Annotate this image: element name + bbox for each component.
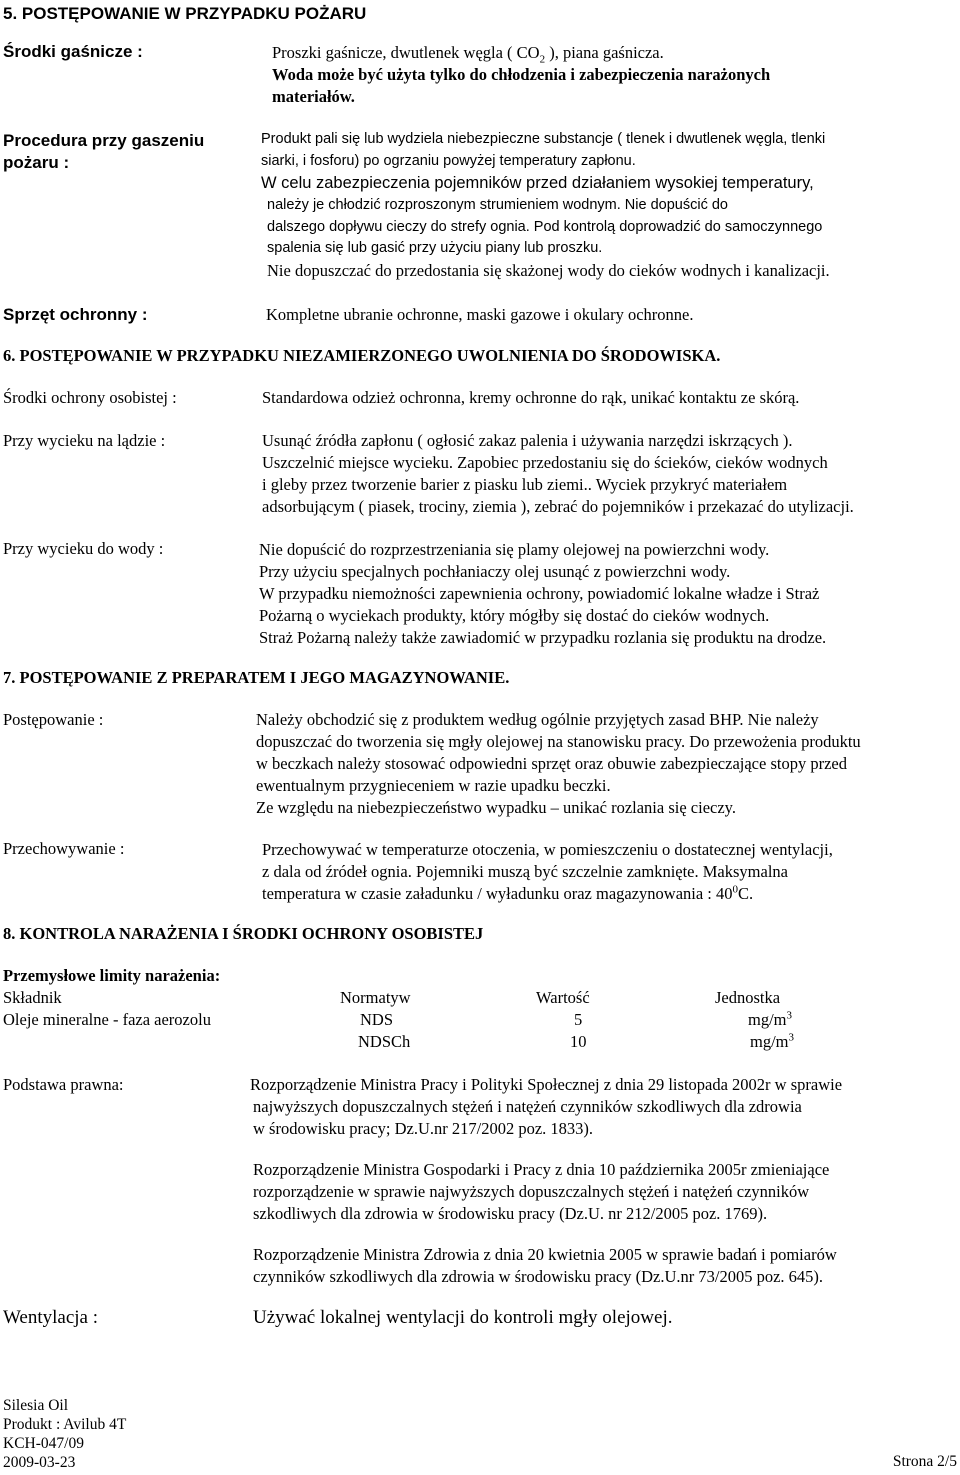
- procedure-line: W celu zabezpieczenia pojemników przed działaniem wysokiej temperatury,: [261, 174, 814, 192]
- storage-text: [262, 839, 833, 905]
- water-spill-line: Pożarną o wyciekach produkty, który mógłby się dostać do cieków wodnych.: [259, 606, 770, 625]
- protective-equipment-text: Kompletne ubranie ochronne, maski gazowe i okulary ochronne.: [266, 305, 694, 324]
- table-cell-unit: $mg/m^3$: [750, 1031, 795, 1051]
- storage-line-3: temperatura w czasie załadunku / wyładunku oraz magazynowania : $40^0C$.: [262, 883, 754, 903]
- section-5-heading: 5. POSTĘPOWANIE W PRZYPADKU POŻARU: [3, 4, 367, 23]
- legal-line: Rozporządzenie Ministra Pracy i Polityki Społecznej z dnia 29 listopada 2002r w sprawie: [250, 1075, 843, 1094]
- section-8-heading: 8. KONTROLA NARAŻENIA I ŚRODKI OCHRONY OSOBISTEJ: [3, 924, 484, 943]
- table-header-unit: Jednostka: [715, 988, 781, 1007]
- legal-line: rozporządzenie w sprawie najwyższych dopuszczalnych stężeń i natężeń czynników: [253, 1182, 810, 1201]
- footer-date: 2009-03-23: [3, 1454, 76, 1471]
- legal-line: czynników szkodliwych dla zdrowia w środowisku pracy (Dz.U.nr 73/2005 poz. 645).: [253, 1267, 824, 1286]
- fire-procedure-label-line-2: pożaru :: [3, 153, 70, 172]
- footer-company: Silesia Oil: [3, 1397, 69, 1414]
- exposure-limits-title: Przemysłowe limity narażenia:: [3, 966, 221, 985]
- handling-text: [256, 709, 861, 819]
- water-spill-line: Straż Pożarną należy także zawiadomić w przypadku rozlania się produktu na drodze.: [259, 628, 827, 647]
- table-cell-norm: NDSCh: [358, 1032, 411, 1051]
- procedure-line: spalenia się lub gasić przy użyciu piany lub proszku.: [267, 240, 603, 256]
- land-spill-line: Usunąć źródła zapłonu ( ogłosić zakaz palenia i używania narzędzi iskrzących ).: [262, 431, 793, 450]
- handling-line: ewentualnym przygnieceniem w razie upadku beczki.: [256, 776, 611, 795]
- procedure-line: należy je chłodzić rozproszonym strumieniem wodnym. Nie dopuścić do: [267, 197, 728, 213]
- table-header-value: Wartość: [536, 988, 590, 1007]
- table-cell-norm: NDS: [360, 1010, 394, 1029]
- extinguishing-media-text: [272, 42, 770, 108]
- ventilation-label: Wentylacja :: [3, 1307, 99, 1328]
- page-number: Strona 2/5: [892, 1453, 957, 1470]
- storage-line-1: Przechowywać w temperaturze otoczenia, w pomieszczeniu o dostatecznej wentylacji,: [262, 840, 833, 859]
- fire-procedure-text: [261, 129, 830, 281]
- procedure-line: dalszego dopływu cieczy do strefy ognia. Pod kontrolą doprowadzić do samoczynnego: [267, 218, 823, 235]
- procedure-line: Produkt pali się lub wydziela niebezpieczne substancje ( tlenek i dwutlenek węgla, tlenki: [261, 131, 826, 147]
- table-cell-value: 10: [570, 1032, 587, 1051]
- legal-line: Rozporządzenie Ministra Zdrowia z dnia 20 kwietnia 2005 w sprawie badań i pomiarów: [253, 1245, 837, 1264]
- water-spill-line: W przypadku niemożności zapewnienia ochrony, powiadomić lokalne władze i Straż: [259, 584, 820, 603]
- land-spill-line: Uszczelnić miejsce wycieku. Zapobiec przedostaniu się do ścieków, cieków wodnych: [262, 453, 828, 472]
- footer-product: Produkt : Avilub 4T: [3, 1416, 127, 1433]
- section-6-heading: 6. POSTĘPOWANIE W PRZYPADKU NIEZAMIERZONEGO UWOLNIENIA DO ŚRODOWISKA.: [3, 346, 721, 365]
- legal-line: w środowisku pracy; Dz.U.nr 217/2002 poz. 1833).: [253, 1119, 594, 1138]
- personal-protection-text: Standardowa odzież ochronna, kremy ochronne do rąk, unikać kontaktu ze skórą.: [262, 388, 800, 407]
- table-header-component: Składnik: [3, 988, 62, 1007]
- legal-paragraph-2: [253, 1159, 829, 1225]
- legal-basis-label: Podstawa prawna:: [3, 1075, 124, 1094]
- procedure-line: Nie dopuszczać do przedostania się skażonej wody do cieków wodnych i kanalizacji.: [267, 260, 830, 280]
- table-cell-value: 5: [574, 1010, 583, 1029]
- extinguishing-line-1: Proszki gaśnicze, dwutlenek węgla ( $CO_2$ ), piana gaśnicza.: [272, 43, 664, 66]
- legal-line: Rozporządzenie Ministra Gospodarki i Pracy z dnia 10 października 2005r zmieniające: [253, 1160, 830, 1179]
- land-spill-line: i gleby przez tworzenie barier z piasku lub ziemi.. Wyciek przykryć materiałem: [262, 475, 788, 494]
- water-spill-line: Nie dopuścić do rozprzestrzeniania się plamy olejowej na powierzchni wody.: [259, 540, 770, 559]
- table-cell-unit: $mg/m^3$: [748, 1009, 793, 1029]
- legal-line: najwyższych dopuszczalnych stężeń i natężeń czynników szkodliwych dla zdrowia: [253, 1097, 802, 1116]
- fire-procedure-label: [3, 130, 204, 174]
- extinguishing-line-2: Woda może być użyta tylko do chłodzenia i zabezpieczenia narażonych: [272, 65, 771, 84]
- storage-line-2: z dala od źródeł ognia. Pojemniki muszą być szczelnie zamknięte. Maksymalna: [262, 862, 788, 881]
- land-spill-label: Przy wycieku na lądzie :: [3, 431, 166, 450]
- legal-paragraph-3: [253, 1244, 837, 1288]
- personal-protection-label: Środki ochrony osobistej :: [3, 388, 177, 407]
- handling-line: dopuszczać do tworzenia się mgły olejowej na stanowisku pracy. Do przewożenia produktu: [256, 732, 861, 751]
- section-7-heading: 7. POSTĘPOWANIE Z PREPARATEM I JEGO MAGAZYNOWANIE.: [3, 668, 510, 687]
- legal-line: szkodliwych dla zdrowia w środowisku pracy (Dz.U. nr 212/2005 poz. 1769).: [253, 1204, 768, 1223]
- protective-equipment-label: Sprzęt ochronny :: [3, 305, 148, 324]
- water-spill-line: Przy użyciu specjalnych pochłaniaczy olej usunąć z powierzchni wody.: [259, 562, 731, 581]
- storage-label: Przechowywanie :: [3, 839, 125, 858]
- procedure-line: siarki, i fosforu) po ogrzaniu powyżej temperatury zapłonu.: [261, 152, 636, 169]
- handling-line: w beczkach należy stosować odpowiedni sprzęt oraz obuwie zabezpieczające stopy przed: [256, 754, 847, 773]
- extinguishing-media-label: Środki gaśnicze :: [3, 42, 143, 61]
- land-spill-text: [262, 430, 854, 518]
- fire-procedure-label-line-1: Procedura przy gaszeniu: [3, 131, 205, 150]
- footer-info: [3, 1396, 126, 1472]
- handling-label: Postępowanie :: [3, 710, 104, 729]
- legal-paragraph-1: [250, 1074, 842, 1140]
- water-spill-label: Przy wycieku do wody :: [3, 539, 164, 558]
- footer-code: KCH-047/09: [3, 1435, 84, 1452]
- handling-line: Należy obchodzić się z produktem według ogólnie przyjętych zasad BHP. Nie należy: [256, 710, 819, 729]
- table-header-norm: Normatyw: [340, 988, 411, 1007]
- land-spill-line: adsorbującym ( piasek, trociny, ziemia ), zebrać do pojemników i przekazać do utylizacji.: [262, 497, 854, 516]
- ventilation-text: Używać lokalnej wentylacji do kontroli mgły olejowej.: [253, 1307, 673, 1328]
- table-cell-component: Oleje mineralne - faza aerozolu: [3, 1010, 211, 1029]
- extinguishing-line-3: materiałów.: [272, 87, 355, 106]
- water-spill-text: [259, 539, 826, 649]
- handling-line: Ze względu na niebezpieczeństwo wypadku – unikać rozlania się cieczy.: [256, 798, 736, 817]
